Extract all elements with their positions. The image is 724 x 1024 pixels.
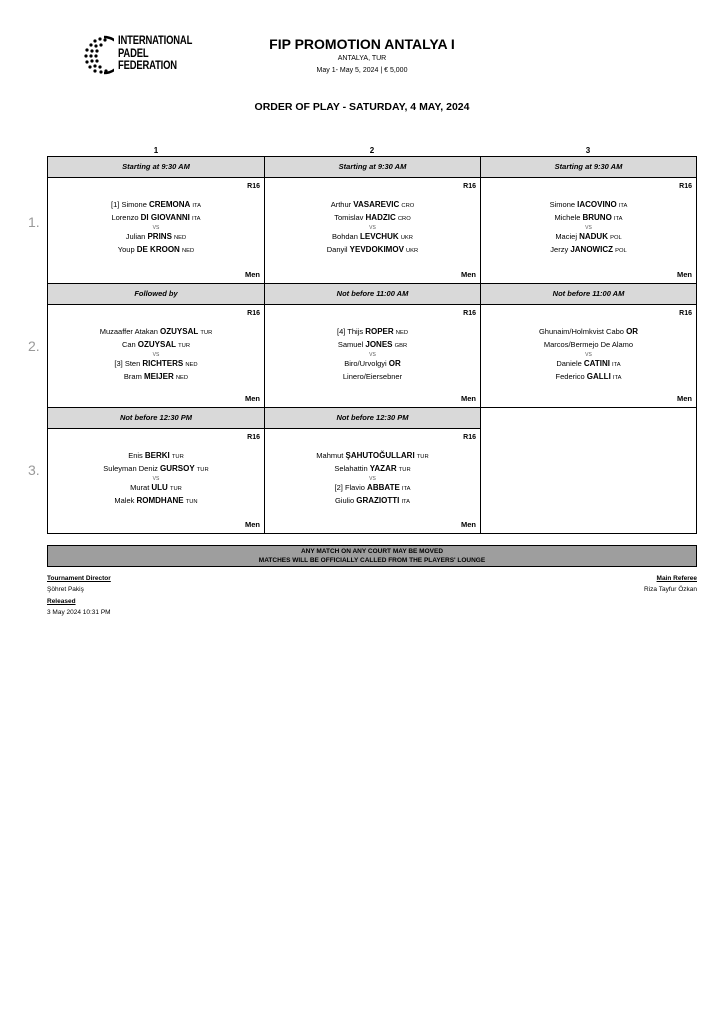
vs-label: VS xyxy=(369,225,376,231)
player-surname: OR xyxy=(388,359,401,368)
player-first-name: Bram xyxy=(123,372,142,381)
player-first-name: Simone xyxy=(121,200,147,209)
player-first-name: Selahattin xyxy=(334,464,368,473)
player-line xyxy=(481,212,696,225)
player-nationality: TUN xyxy=(185,499,198,505)
player-line xyxy=(265,339,480,352)
court-header-3: 3 xyxy=(585,146,591,155)
player-surname: DI GIOVANNI xyxy=(140,213,190,222)
player-surname: IACOVINO xyxy=(577,200,617,209)
player-first-name: Danyil xyxy=(326,245,348,254)
player-first-name: Mahmut xyxy=(316,451,344,460)
referee-label: Main Referee xyxy=(656,575,697,582)
player-first-name: Samuel xyxy=(337,340,364,349)
player-first-name: Jerzy xyxy=(550,245,569,254)
vs-label: VS xyxy=(585,225,592,231)
match-cell-r2-c1 xyxy=(47,283,265,408)
player-line xyxy=(265,371,480,384)
match-cell-r2-c3 xyxy=(480,283,697,408)
player-line xyxy=(265,244,480,257)
player-surname: ROPER xyxy=(365,327,394,336)
player-first-name: Youp xyxy=(117,245,135,254)
player-line xyxy=(48,231,264,244)
match-round: R16 xyxy=(463,434,476,441)
player-first-name: Ghunaim/Holmkvist Cabo xyxy=(538,327,624,336)
match-round: R16 xyxy=(247,183,260,190)
player-first-name: Bohdan xyxy=(332,232,358,241)
player-surname: ROMDHANE xyxy=(136,496,184,505)
player-surname: YAZAR xyxy=(369,464,397,473)
player-nationality: CRO xyxy=(401,203,415,209)
player-line xyxy=(48,326,264,339)
player-surname: VASAREVIC xyxy=(353,200,400,209)
player-nationality: POL xyxy=(615,248,627,254)
player-surname: LEVCHUK xyxy=(359,232,399,241)
player-line xyxy=(265,463,480,476)
player-line xyxy=(265,212,480,225)
player-first-name: Michele xyxy=(554,213,581,222)
player-line xyxy=(265,326,480,339)
player-line xyxy=(481,326,696,339)
player-line xyxy=(48,199,264,212)
match-cell-r3-c1 xyxy=(47,407,265,534)
tournament-location: ANTALYA, TUR xyxy=(337,55,387,62)
player-nationality: TUR xyxy=(171,454,184,460)
match-round: R16 xyxy=(247,310,260,317)
player-first-name: Marcos/Bermejo De Alamo xyxy=(543,340,634,349)
match-players xyxy=(48,326,264,384)
player-nationality: NED xyxy=(395,330,409,336)
match-event: Men xyxy=(245,394,260,403)
match-start-time: Not before 11:00 AM xyxy=(481,284,696,305)
player-surname: ULU xyxy=(151,483,168,492)
player-nationality: ITA xyxy=(191,216,201,222)
player-surname: OZUYSAL xyxy=(137,340,177,349)
referee-name: Riza Tayfur Özkan xyxy=(644,586,697,593)
player-nationality: TUR xyxy=(169,486,182,492)
match-start-time: Not before 11:00 AM xyxy=(265,284,480,305)
player-nationality: TUR xyxy=(398,467,411,473)
match-players xyxy=(481,199,696,257)
vs-label: VS xyxy=(369,352,376,358)
match-start-time: Starting at 9:30 AM xyxy=(48,157,264,178)
player-nationality: ITA xyxy=(401,486,411,492)
player-first-name: Muzaaffer Atakan xyxy=(99,327,158,336)
player-line xyxy=(48,339,264,352)
player-seed: [3] xyxy=(114,359,123,368)
match-cell-r2-c2 xyxy=(264,283,481,408)
player-surname: NADUK xyxy=(579,232,608,241)
match-players xyxy=(481,326,696,384)
player-surname: OR xyxy=(626,327,639,336)
player-nationality: ITA xyxy=(192,203,201,209)
match-event: Men xyxy=(677,270,692,279)
match-round: R16 xyxy=(679,183,692,190)
vs-label: VS xyxy=(585,352,592,358)
match-event: Men xyxy=(461,270,476,279)
player-surname: JANOWICZ xyxy=(570,245,613,254)
player-surname: MEIJER xyxy=(143,372,174,381)
match-start-time: Starting at 9:30 AM xyxy=(481,157,696,178)
director-name: Şöhret Pakiş xyxy=(47,586,84,593)
player-nationality: TUR xyxy=(178,343,191,349)
player-nationality: GBR xyxy=(394,343,408,349)
vs-label: VS xyxy=(152,352,160,358)
player-nationality: ITA xyxy=(612,375,622,381)
player-nationality: TUR xyxy=(196,467,209,473)
match-cell-r1-c1 xyxy=(47,156,265,284)
player-nationality: TUR xyxy=(416,454,429,460)
player-line xyxy=(481,358,696,371)
player-nationality: TUR xyxy=(200,330,213,336)
player-line xyxy=(265,231,480,244)
player-line xyxy=(481,371,696,384)
player-first-name: Julian xyxy=(125,232,146,241)
player-first-name: Flavio xyxy=(344,483,365,492)
match-players xyxy=(265,450,480,508)
match-round: R16 xyxy=(247,434,260,441)
player-first-name: Daniele xyxy=(556,359,582,368)
player-first-name: Can xyxy=(121,340,136,349)
player-surname: DE KROON xyxy=(136,245,180,254)
player-nationality: POL xyxy=(610,235,622,241)
player-first-name: Biro/Urvolgyi xyxy=(344,359,387,368)
match-cell-r1-c2 xyxy=(264,156,481,284)
row-number-1: 1. xyxy=(28,214,40,230)
player-nationality: CRO xyxy=(397,216,411,222)
released-value: 3 May 2024 10:31 PM xyxy=(47,609,111,616)
match-players xyxy=(265,199,480,257)
player-first-name: Giulio xyxy=(334,496,355,505)
player-line xyxy=(265,495,480,508)
tournament-dates: May 1- May 5, 2024 | € 5,000 xyxy=(316,67,408,74)
player-surname: YEVDOKIMOV xyxy=(349,245,404,254)
tournament-title: FIP PROMOTION ANTALYA I xyxy=(269,36,455,52)
player-line xyxy=(48,463,264,476)
player-first-name: Maciej xyxy=(555,232,577,241)
player-surname: CATINI xyxy=(583,359,610,368)
player-line xyxy=(48,358,264,371)
match-players xyxy=(265,326,480,384)
player-surname: GURSOY xyxy=(160,464,195,473)
player-first-name: Murat xyxy=(130,483,150,492)
row-number-2: 2. xyxy=(28,338,40,354)
player-surname: PRINS xyxy=(147,232,172,241)
player-seed: [2] xyxy=(334,483,343,492)
match-start-time: Not before 12:30 PM xyxy=(48,408,264,429)
match-event: Men xyxy=(677,394,692,403)
player-nationality: ITA xyxy=(613,216,623,222)
match-start-time: Followed by xyxy=(48,284,264,305)
player-line xyxy=(265,358,480,371)
match-start-time: Not before 12:30 PM xyxy=(265,408,480,429)
match-event: Men xyxy=(245,520,260,529)
player-surname: HADZIC xyxy=(365,213,396,222)
match-event: Men xyxy=(245,270,260,279)
player-first-name: Enis xyxy=(128,451,143,460)
player-first-name: Suleyman Deniz xyxy=(103,464,158,473)
player-nationality: ITA xyxy=(618,203,628,209)
player-surname: GRAZIOTTI xyxy=(356,496,400,505)
player-first-name: Arthur xyxy=(330,200,352,209)
player-surname: ŞAHUTOĞULLARI xyxy=(345,451,415,460)
player-line xyxy=(48,244,264,257)
player-surname: ABBATE xyxy=(367,483,400,492)
player-first-name: Thijs xyxy=(347,327,364,336)
match-round: R16 xyxy=(463,310,476,317)
match-cell-r3-c2 xyxy=(264,407,481,534)
player-first-name: Federico xyxy=(555,372,585,381)
player-line xyxy=(481,231,696,244)
player-line xyxy=(48,495,264,508)
vs-label: VS xyxy=(369,476,376,482)
court-header-2: 2 xyxy=(369,146,375,155)
player-seed: [4] xyxy=(336,327,346,336)
player-line xyxy=(48,212,264,225)
player-line xyxy=(48,371,264,384)
player-line xyxy=(481,244,696,257)
player-line xyxy=(265,450,480,463)
player-line xyxy=(265,199,480,212)
player-surname: BRUNO xyxy=(582,213,612,222)
player-line xyxy=(265,482,480,495)
player-first-name: Simone xyxy=(549,200,576,209)
player-first-name: Lorenzo xyxy=(111,213,139,222)
director-label: Tournament Director xyxy=(47,575,111,582)
match-round: R16 xyxy=(679,310,692,317)
match-event: Men xyxy=(461,394,476,403)
player-surname: BERKI xyxy=(144,451,170,460)
player-first-name: Tomislav xyxy=(334,213,364,222)
notice-banner xyxy=(47,545,697,567)
player-line xyxy=(48,450,264,463)
player-first-name: Sten xyxy=(124,359,141,368)
player-nationality: UKR xyxy=(406,248,419,254)
player-nationality: NED xyxy=(175,375,189,381)
player-surname: CREMONA xyxy=(148,200,191,209)
player-nationality: NED xyxy=(181,248,195,254)
match-start-time: Starting at 9:30 AM xyxy=(265,157,480,178)
notice-line-1: ANY MATCH ON ANY COURT MAY BE MOVED xyxy=(300,548,444,555)
player-line xyxy=(48,482,264,495)
player-nationality: NED xyxy=(185,362,198,368)
player-surname: OZUYSAL xyxy=(160,327,199,336)
match-players xyxy=(48,450,264,508)
court-header-1: 1 xyxy=(153,146,159,155)
released-label: Released xyxy=(47,598,76,605)
player-first-name: Malek xyxy=(114,496,135,505)
schedule-grid xyxy=(47,156,697,534)
player-line xyxy=(481,339,696,352)
vs-label: VS xyxy=(152,476,160,482)
notice-line-2: MATCHES WILL BE OFFICIALLY CALLED FROM THE PLAYERS' LOUNGE xyxy=(258,557,486,564)
match-players xyxy=(48,199,264,257)
match-event: Men xyxy=(461,520,476,529)
empty-cell xyxy=(480,407,697,534)
vs-label: VS xyxy=(152,225,160,231)
player-first-name: Linero/Eiersebner xyxy=(342,372,403,381)
player-nationality: NED xyxy=(174,235,187,241)
player-surname: JONES xyxy=(365,340,393,349)
logo-wordmark: INTERNATIONAL PADEL FEDERATION xyxy=(118,35,193,72)
player-nationality: UKR xyxy=(400,235,413,241)
player-surname: RICHTERS xyxy=(142,359,184,368)
order-of-play-heading: ORDER OF PLAY - SATURDAY, 4 MAY, 2024 xyxy=(254,101,470,113)
row-number-3: 3. xyxy=(28,462,40,478)
player-nationality: ITA xyxy=(612,362,621,368)
player-line xyxy=(481,199,696,212)
player-seed: [1] xyxy=(111,200,120,209)
player-nationality: ITA xyxy=(401,499,411,505)
match-round: R16 xyxy=(463,183,476,190)
match-cell-r1-c3 xyxy=(480,156,697,284)
player-surname: GALLI xyxy=(586,372,611,381)
